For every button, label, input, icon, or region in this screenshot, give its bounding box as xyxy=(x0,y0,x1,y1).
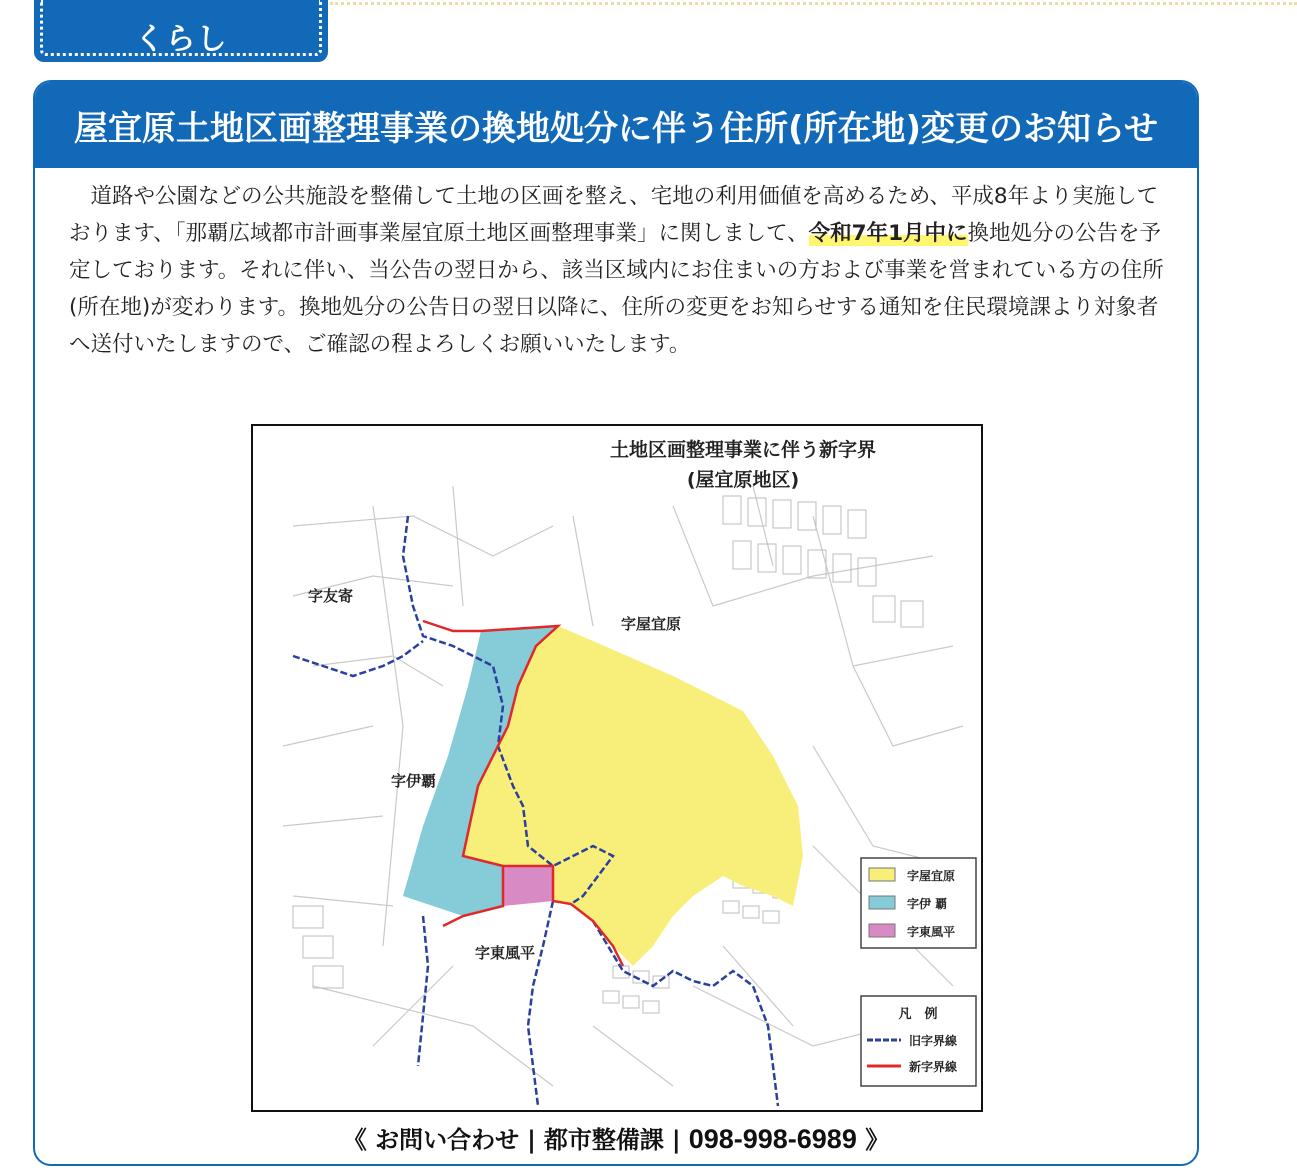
article-header xyxy=(35,82,1197,168)
line-legend xyxy=(861,996,976,1086)
article-card xyxy=(33,80,1199,1166)
article-title: 屋宜原土地区画整理事業の換地処分に伴う住所(所在地)変更のお知らせ xyxy=(73,108,1159,149)
label-kochinda: 字東風平 xyxy=(475,944,536,962)
district-map xyxy=(251,424,983,1112)
contact-open-bracket: 《 xyxy=(342,1126,367,1154)
label-yagibaru: 字屋宜原 xyxy=(621,615,682,633)
legend-swatch-iha xyxy=(869,896,895,909)
contact-close-bracket: 》 xyxy=(865,1126,890,1154)
section-tab-label: くらし xyxy=(134,22,228,57)
contact-phone[interactable]: 098-998-6989 xyxy=(688,1124,857,1154)
legend-swatch-kochinda xyxy=(869,924,895,937)
top-dotted-border xyxy=(330,2,1297,5)
legend-label-yagibaru: 字屋宜原 xyxy=(907,869,956,883)
legend-old-line-label: 旧字界線 xyxy=(909,1034,958,1048)
label-tomoyose: 字友寄 xyxy=(308,587,354,605)
legend-new-line-label: 新字界線 xyxy=(909,1060,958,1074)
area-legend xyxy=(861,858,976,948)
area-kochinda xyxy=(503,866,553,906)
contact-department: 都市整備課 xyxy=(543,1126,664,1154)
legend-label-iha: 字伊 覇 xyxy=(907,897,948,911)
label-iha: 字伊覇 xyxy=(391,772,437,790)
body-text-part2: 換地処分の公告を予定しております。それに伴い、当公告の翌日から、該当区域内にお住まいの方および事業を営まれている方の住所(所在地)が変わります。換地処分の公告日の翌日以降に、住所の変更をお知らせする通知を住民環境課より対象者へ送付いたしますので、ご確認の程よろしくお願いいたします。 xyxy=(69,221,1164,357)
legend-label-kochinda: 字東風平 xyxy=(907,925,956,939)
legend-title: 凡 例 xyxy=(898,1007,938,1022)
map-title-line2: (屋宜原地区) xyxy=(686,469,800,491)
contact-line: 《 お問い合わせ | 都市整備課 | 098-998-6989 》 xyxy=(342,1124,890,1154)
district-map-svg xyxy=(253,426,981,1110)
section-tab xyxy=(34,0,328,62)
body-text-part1: 道路や公園などの公共施設を整備して土地の区画を整え、宅地の利用価値を高めるため、平成8年より実施しております、「那覇広域都市計画事業屋宜原土地区画整理事業」に関しまして、 xyxy=(69,184,1159,246)
legend-swatch-yagibaru xyxy=(869,868,895,881)
article-body xyxy=(69,178,1169,363)
contact-label: お問い合わせ xyxy=(375,1126,520,1154)
map-title-line1: 土地区画整理事業に伴う新字界 xyxy=(609,439,877,461)
body-highlight-date: 令和7年1月中に xyxy=(808,221,968,246)
